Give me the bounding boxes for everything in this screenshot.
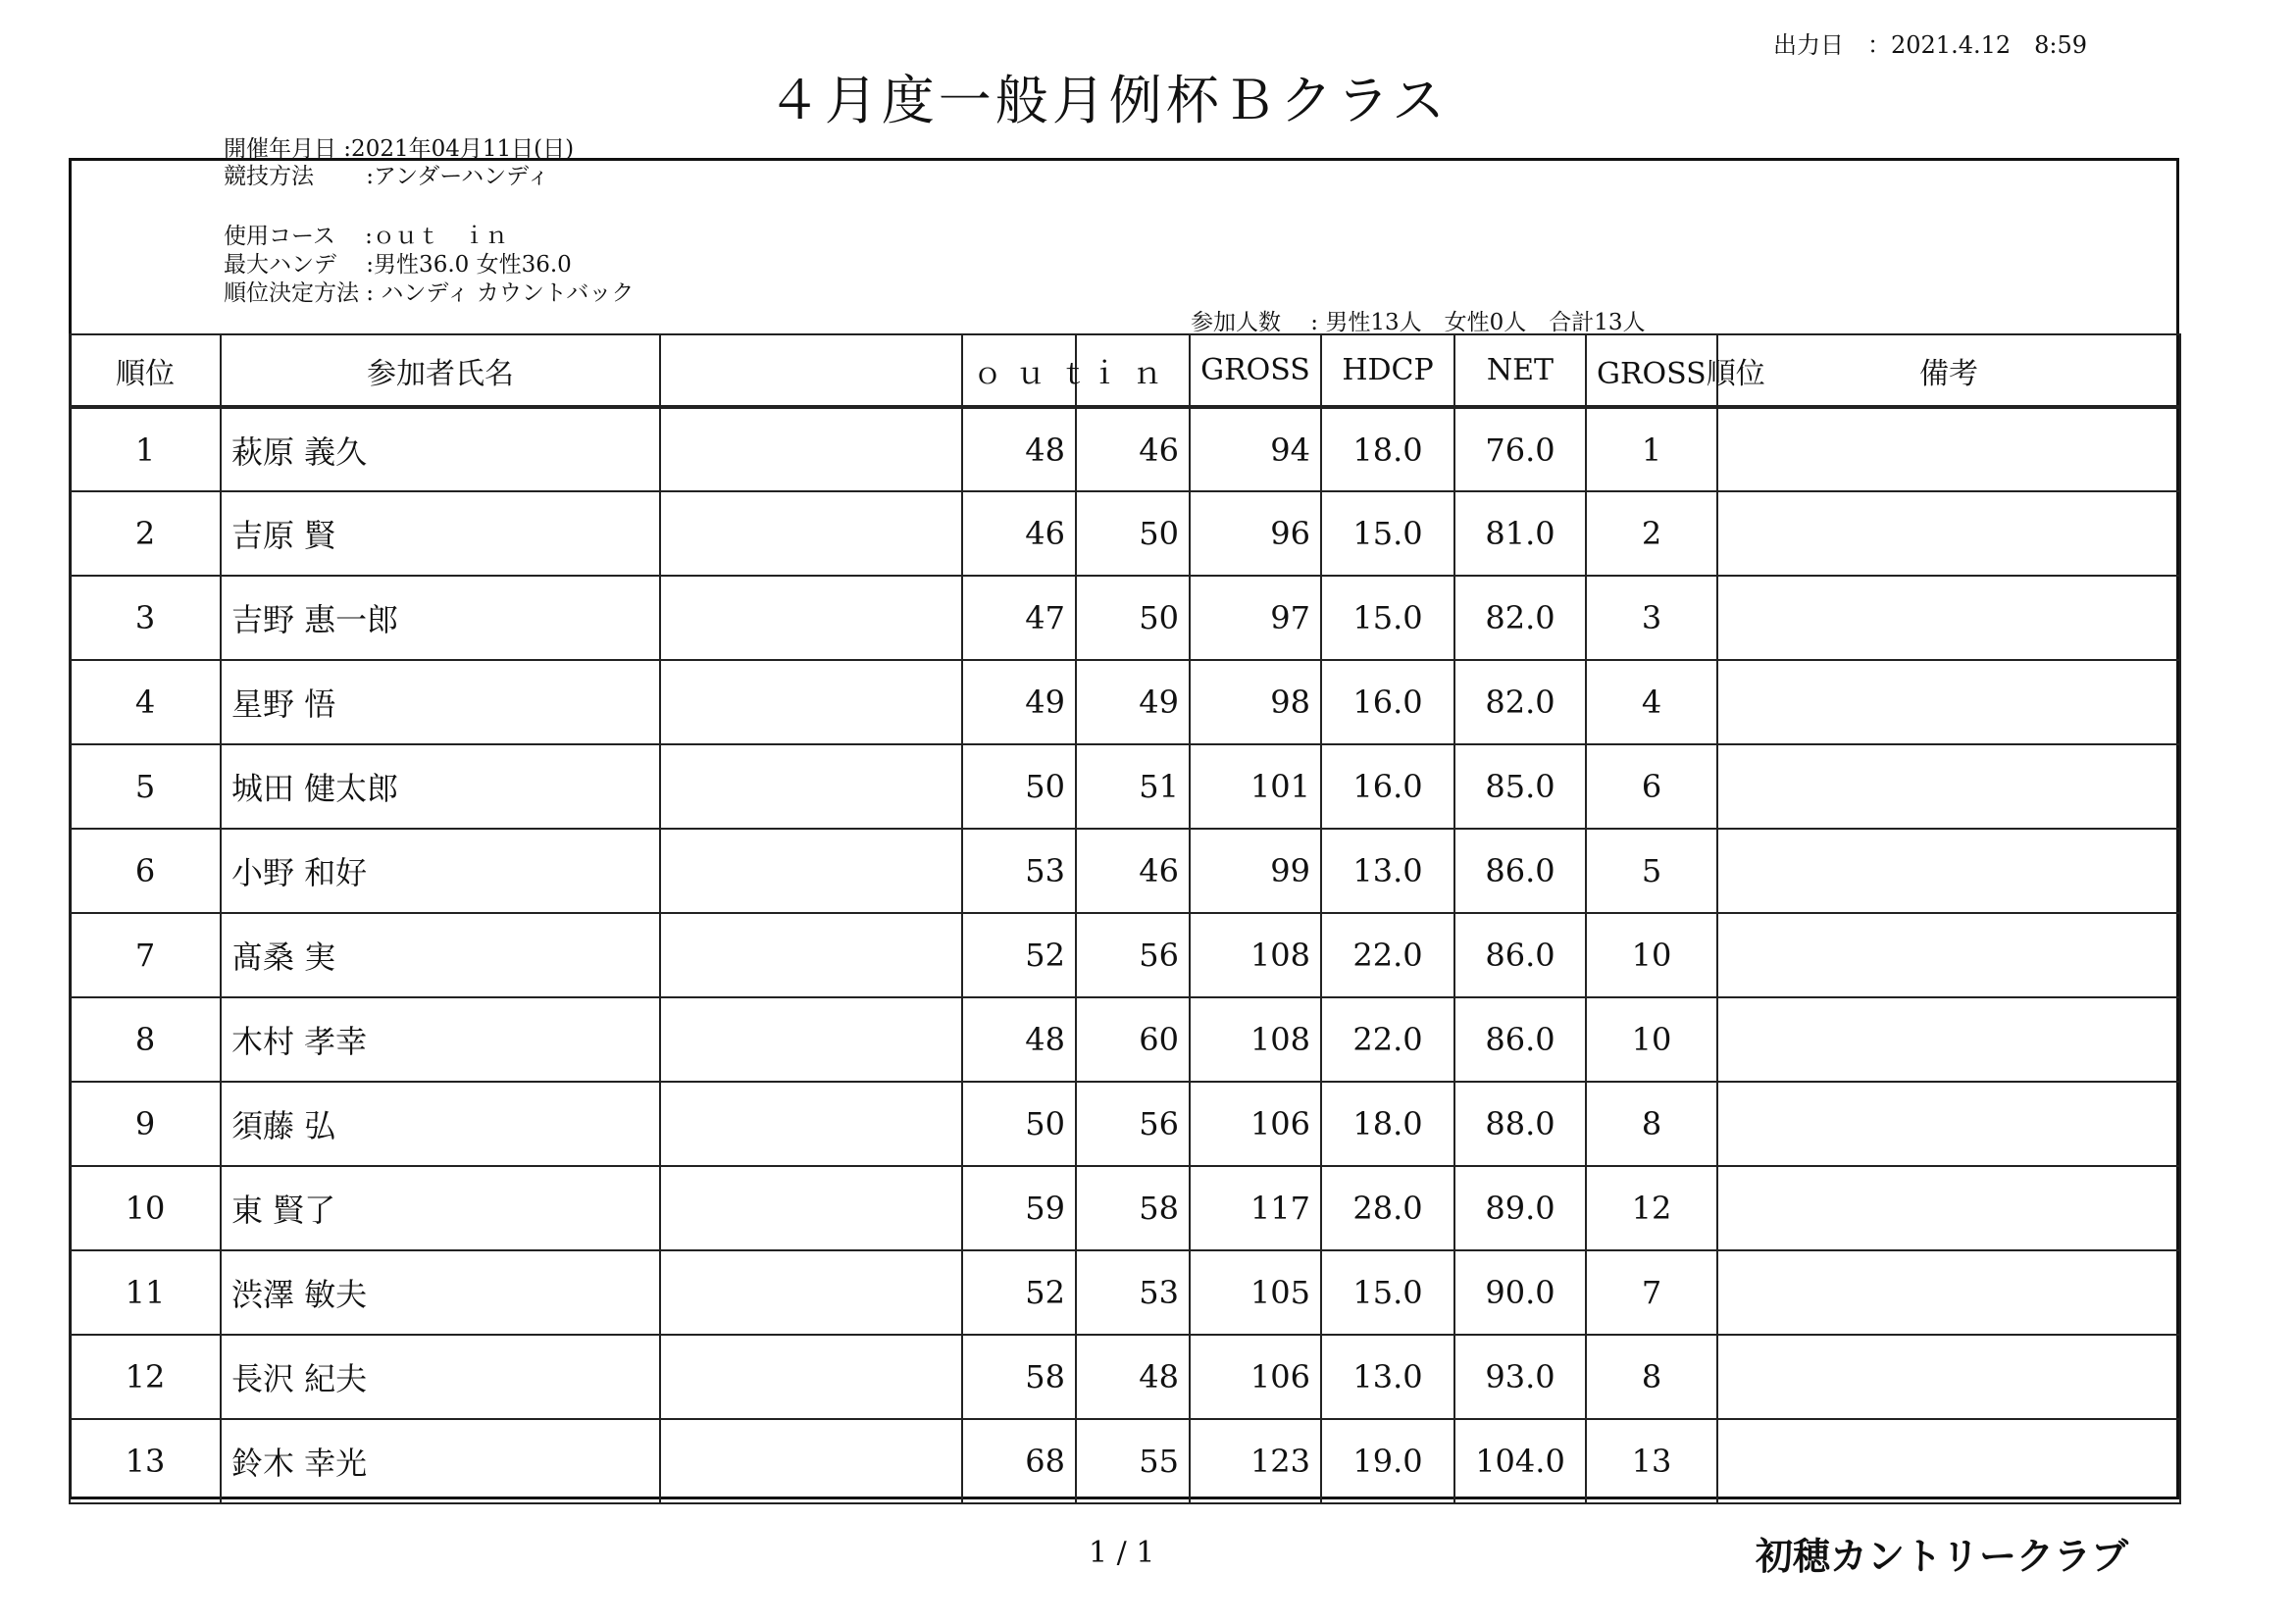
cell-gross: 108 <box>1190 997 1321 1082</box>
table-row <box>70 1250 2180 1335</box>
cell-blank <box>660 913 962 997</box>
cell-blank <box>660 1419 962 1503</box>
header-hdcp: HDCP <box>1321 334 1454 407</box>
cell-remarks <box>1717 1419 2180 1503</box>
cell-in: 48 <box>1076 1335 1190 1419</box>
course-used: 使用コース :ｏｕｔ ｉｎ <box>224 224 508 249</box>
cell-name: 城田 健太郎 <box>221 744 660 829</box>
cell-remarks <box>1717 407 2180 491</box>
table-row <box>70 997 2180 1082</box>
cell-hdcp: 13.0 <box>1321 1335 1454 1419</box>
cell-gross-rank: 13 <box>1586 1419 1717 1503</box>
header-net: NET <box>1454 334 1586 407</box>
cell-gross-rank: 10 <box>1586 997 1717 1082</box>
cell-gross-rank: 1 <box>1586 407 1717 491</box>
cell-gross: 94 <box>1190 407 1321 491</box>
cell-blank <box>660 1250 962 1335</box>
cell-blank <box>660 407 962 491</box>
cell-hdcp: 16.0 <box>1321 744 1454 829</box>
cell-gross: 98 <box>1190 660 1321 744</box>
header-in: ｉｎ <box>1076 334 1190 407</box>
cell-rank: 7 <box>70 913 221 997</box>
cell-net: 104.0 <box>1454 1419 1586 1503</box>
cell-name: 髙桑 実 <box>221 913 660 997</box>
cell-remarks <box>1717 491 2180 576</box>
cell-remarks <box>1717 1335 2180 1419</box>
output-date: 出力日 ：2021.4.12 8:59 <box>1773 31 2088 59</box>
cell-rank: 2 <box>70 491 221 576</box>
cell-gross: 105 <box>1190 1250 1321 1335</box>
cell-net: 89.0 <box>1454 1166 1586 1250</box>
table-row <box>70 1082 2180 1166</box>
ranking-method: 順位決定方法 : ハンディ カウントバック <box>224 280 635 306</box>
cell-hdcp: 22.0 <box>1321 913 1454 997</box>
cell-out: 58 <box>962 1335 1076 1419</box>
cell-hdcp: 15.0 <box>1321 491 1454 576</box>
header-rank: 順位 <box>70 334 221 407</box>
cell-gross-rank: 10 <box>1586 913 1717 997</box>
header-blank <box>660 334 962 407</box>
cell-rank: 4 <box>70 660 221 744</box>
cell-name: 渋澤 敏夫 <box>221 1250 660 1335</box>
cell-hdcp: 15.0 <box>1321 576 1454 660</box>
cell-name: 萩原 義久 <box>221 407 660 491</box>
table-row <box>70 660 2180 744</box>
header-name: 参加者氏名 <box>221 334 660 407</box>
cell-gross-rank: 5 <box>1586 829 1717 913</box>
cell-hdcp: 22.0 <box>1321 997 1454 1082</box>
cell-blank <box>660 576 962 660</box>
cell-gross-rank: 3 <box>1586 576 1717 660</box>
cell-net: 93.0 <box>1454 1335 1586 1419</box>
cell-gross-rank: 7 <box>1586 1250 1717 1335</box>
cell-out: 52 <box>962 1250 1076 1335</box>
cell-remarks <box>1717 576 2180 660</box>
table-row <box>70 491 2180 576</box>
cell-out: 48 <box>962 997 1076 1082</box>
table-row <box>70 1166 2180 1250</box>
cell-hdcp: 19.0 <box>1321 1419 1454 1503</box>
cell-gross: 96 <box>1190 491 1321 576</box>
cell-gross-rank: 8 <box>1586 1082 1717 1166</box>
cell-in: 60 <box>1076 997 1190 1082</box>
cell-name: 小野 和好 <box>221 829 660 913</box>
table-row <box>70 829 2180 913</box>
cell-gross: 106 <box>1190 1335 1321 1419</box>
cell-remarks <box>1717 1250 2180 1335</box>
cell-remarks <box>1717 1166 2180 1250</box>
cell-blank <box>660 1335 962 1419</box>
header-out: ｏｕｔ <box>962 334 1076 407</box>
cell-out: 53 <box>962 829 1076 913</box>
table-row <box>70 913 2180 997</box>
cell-out: 50 <box>962 744 1076 829</box>
cell-gross-rank: 8 <box>1586 1335 1717 1419</box>
cell-name: 須藤 弘 <box>221 1082 660 1166</box>
cell-hdcp: 28.0 <box>1321 1166 1454 1250</box>
cell-in: 51 <box>1076 744 1190 829</box>
cell-gross: 106 <box>1190 1082 1321 1166</box>
cell-net: 85.0 <box>1454 744 1586 829</box>
cell-gross-rank: 2 <box>1586 491 1717 576</box>
event-date: 開催年月日 :2021年04月11日(日) <box>224 136 575 162</box>
cell-rank: 13 <box>70 1419 221 1503</box>
header-gross: GROSS <box>1190 334 1321 407</box>
cell-rank: 8 <box>70 997 221 1082</box>
cell-in: 49 <box>1076 660 1190 744</box>
page-title: ４月度一般月例杯Ｂクラス <box>767 70 1450 131</box>
cell-remarks <box>1717 829 2180 913</box>
cell-blank <box>660 744 962 829</box>
cell-out: 48 <box>962 407 1076 491</box>
cell-name: 鈴木 幸光 <box>221 1419 660 1503</box>
cell-blank <box>660 660 962 744</box>
cell-net: 88.0 <box>1454 1082 1586 1166</box>
cell-gross-rank: 6 <box>1586 744 1717 829</box>
cell-remarks <box>1717 997 2180 1082</box>
cell-rank: 3 <box>70 576 221 660</box>
cell-gross: 101 <box>1190 744 1321 829</box>
cell-blank <box>660 1166 962 1250</box>
cell-gross: 99 <box>1190 829 1321 913</box>
cell-in: 50 <box>1076 491 1190 576</box>
cell-in: 58 <box>1076 1166 1190 1250</box>
cell-in: 56 <box>1076 913 1190 997</box>
cell-in: 46 <box>1076 407 1190 491</box>
cell-net: 82.0 <box>1454 660 1586 744</box>
table-row <box>70 744 2180 829</box>
cell-name: 吉原 賢 <box>221 491 660 576</box>
results-table <box>69 333 2181 1504</box>
cell-hdcp: 13.0 <box>1321 829 1454 913</box>
cell-gross: 97 <box>1190 576 1321 660</box>
cell-remarks <box>1717 913 2180 997</box>
cell-blank <box>660 1082 962 1166</box>
cell-gross: 108 <box>1190 913 1321 997</box>
table-row <box>70 407 2180 491</box>
table-row <box>70 576 2180 660</box>
cell-net: 90.0 <box>1454 1250 1586 1335</box>
header-gross-rank: GROSS順位 <box>1586 334 1717 407</box>
cell-gross-rank: 12 <box>1586 1166 1717 1250</box>
cell-remarks <box>1717 1082 2180 1166</box>
cell-gross: 117 <box>1190 1166 1321 1250</box>
cell-hdcp: 16.0 <box>1321 660 1454 744</box>
cell-name: 吉野 惠一郎 <box>221 576 660 660</box>
cell-net: 86.0 <box>1454 829 1586 913</box>
club-name: 初穂カントリークラブ <box>1756 1535 2129 1578</box>
cell-rank: 9 <box>70 1082 221 1166</box>
cell-rank: 12 <box>70 1335 221 1419</box>
cell-rank: 11 <box>70 1250 221 1335</box>
cell-net: 82.0 <box>1454 576 1586 660</box>
cell-blank <box>660 829 962 913</box>
cell-out: 49 <box>962 660 1076 744</box>
cell-rank: 10 <box>70 1166 221 1250</box>
cell-gross: 123 <box>1190 1419 1321 1503</box>
page-number: 1 / 1 <box>1089 1536 1155 1570</box>
cell-hdcp: 15.0 <box>1321 1250 1454 1335</box>
cell-in: 50 <box>1076 576 1190 660</box>
cell-name: 星野 悟 <box>221 660 660 744</box>
cell-out: 50 <box>962 1082 1076 1166</box>
cell-out: 46 <box>962 491 1076 576</box>
participant-count: 参加人数 : 男性13人 女性0人 合計13人 <box>1191 310 1646 335</box>
cell-out: 59 <box>962 1166 1076 1250</box>
cell-name: 長沢 紀夫 <box>221 1335 660 1419</box>
cell-hdcp: 18.0 <box>1321 407 1454 491</box>
cell-name: 木村 孝幸 <box>221 997 660 1082</box>
cell-net: 81.0 <box>1454 491 1586 576</box>
cell-out: 52 <box>962 913 1076 997</box>
cell-net: 86.0 <box>1454 913 1586 997</box>
table-header-row <box>70 334 2180 407</box>
cell-gross-rank: 4 <box>1586 660 1717 744</box>
cell-blank <box>660 491 962 576</box>
table-row <box>70 1335 2180 1419</box>
table-row <box>70 1419 2180 1503</box>
cell-name: 東 賢了 <box>221 1166 660 1250</box>
cell-in: 56 <box>1076 1082 1190 1166</box>
header-remarks: 備考 <box>1717 334 2180 407</box>
cell-in: 55 <box>1076 1419 1190 1503</box>
cell-net: 76.0 <box>1454 407 1586 491</box>
cell-net: 86.0 <box>1454 997 1586 1082</box>
cell-rank: 1 <box>70 407 221 491</box>
cell-remarks <box>1717 744 2180 829</box>
cell-rank: 6 <box>70 829 221 913</box>
cell-rank: 5 <box>70 744 221 829</box>
cell-in: 46 <box>1076 829 1190 913</box>
cell-remarks <box>1717 660 2180 744</box>
competition-method: 競技方法 :アンダーハンディ <box>224 164 550 189</box>
cell-hdcp: 18.0 <box>1321 1082 1454 1166</box>
cell-blank <box>660 997 962 1082</box>
max-handicap: 最大ハンデ :男性36.0 女性36.0 <box>224 252 572 278</box>
cell-out: 47 <box>962 576 1076 660</box>
cell-in: 53 <box>1076 1250 1190 1335</box>
cell-out: 68 <box>962 1419 1076 1503</box>
